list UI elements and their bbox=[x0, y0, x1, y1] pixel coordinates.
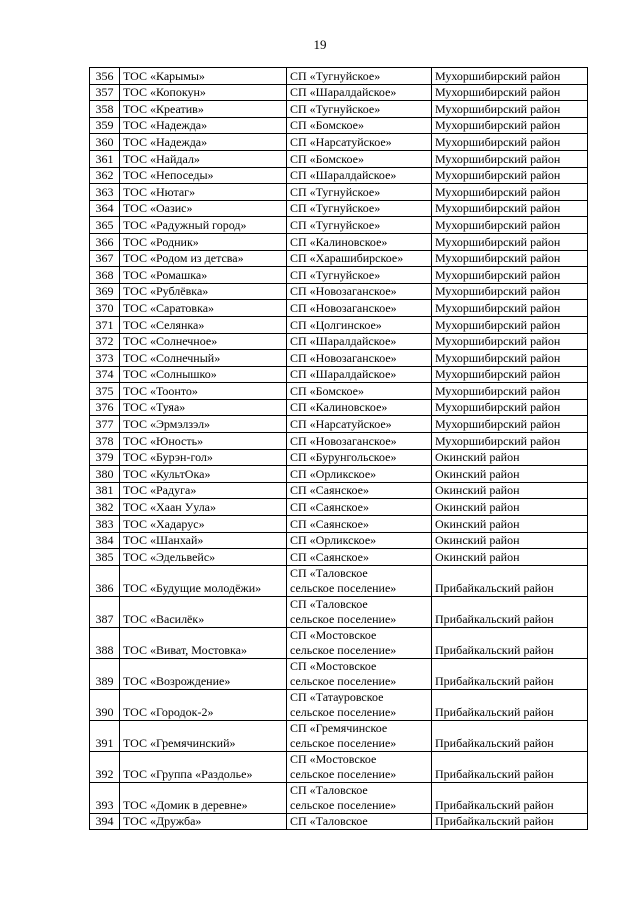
settlement-line: СП «Мостовское bbox=[290, 751, 377, 766]
tos-name-cell: ТОС «Саратовка» bbox=[120, 300, 287, 317]
settlement-cell bbox=[287, 532, 432, 549]
tos-name-cell: ТОС «Селянка» bbox=[120, 316, 287, 333]
district-cell: Мухоршибирский район bbox=[432, 283, 588, 300]
settlement-cell bbox=[287, 68, 432, 85]
row-number-cell: 386 bbox=[90, 565, 120, 596]
settlement-cell bbox=[287, 627, 432, 658]
district-cell: Окинский район bbox=[432, 482, 588, 499]
settlement-line: сельское поселение» bbox=[290, 642, 397, 657]
settlement-cell bbox=[287, 101, 432, 118]
settlement-line: СП «Бурунгольское» bbox=[290, 450, 397, 465]
tos-name-cell: ТОС «Дружба» bbox=[120, 813, 287, 830]
tos-name-cell: ТОС «КультОка» bbox=[120, 466, 287, 483]
settlement-cell bbox=[287, 449, 432, 466]
table-row bbox=[90, 383, 588, 400]
settlement-cell bbox=[287, 233, 432, 250]
settlement-cell bbox=[287, 399, 432, 416]
row-number-cell: 378 bbox=[90, 433, 120, 450]
district-cell: Мухоршибирский район bbox=[432, 233, 588, 250]
settlement-line: СП «Мостовское bbox=[290, 627, 377, 642]
table-row bbox=[90, 532, 588, 549]
tos-name-cell: ТОС «Радужный город» bbox=[120, 217, 287, 234]
settlement-cell bbox=[287, 366, 432, 383]
settlement-cell bbox=[287, 117, 432, 134]
settlement-cell bbox=[287, 565, 432, 596]
settlement-line: сельское поселение» bbox=[290, 704, 397, 719]
district-cell: Мухоршибирский район bbox=[432, 200, 588, 217]
table-row bbox=[90, 466, 588, 483]
row-number-cell: 377 bbox=[90, 416, 120, 433]
district-cell: Мухоршибирский район bbox=[432, 167, 588, 184]
settlement-line: СП «Орликское» bbox=[290, 533, 377, 548]
settlement-line: СП «Таловское bbox=[290, 565, 368, 580]
table-row bbox=[90, 217, 588, 234]
district-cell: Мухоршибирский район bbox=[432, 68, 588, 85]
row-number-cell: 362 bbox=[90, 167, 120, 184]
table-row bbox=[90, 150, 588, 167]
row-number-cell: 357 bbox=[90, 84, 120, 101]
settlement-line: СП «Шаралдайское» bbox=[290, 367, 397, 382]
row-number-cell: 364 bbox=[90, 200, 120, 217]
tos-registry-table bbox=[89, 67, 588, 830]
settlement-cell bbox=[287, 813, 432, 830]
tos-name-cell: ТОС «Василёк» bbox=[120, 596, 287, 627]
district-cell: Мухоршибирский район bbox=[432, 366, 588, 383]
table-row bbox=[90, 134, 588, 151]
table-row bbox=[90, 813, 588, 830]
settlement-cell bbox=[287, 482, 432, 499]
settlement-cell bbox=[287, 300, 432, 317]
tos-name-cell: ТОС «Гремячинский» bbox=[120, 720, 287, 751]
settlement-line: СП «Саянское» bbox=[290, 549, 369, 564]
settlement-line: СП «Тугнуйское» bbox=[290, 201, 381, 216]
row-number-cell: 381 bbox=[90, 482, 120, 499]
tos-name-cell: ТОС «Виват, Мостовка» bbox=[120, 627, 287, 658]
settlement-cell bbox=[287, 84, 432, 101]
tos-name-cell: ТОС «Эрмэлзэл» bbox=[120, 416, 287, 433]
district-cell: Мухоршибирский район bbox=[432, 134, 588, 151]
table-row bbox=[90, 200, 588, 217]
district-cell: Окинский район bbox=[432, 549, 588, 566]
tos-name-cell: ТОС «Непоседы» bbox=[120, 167, 287, 184]
tos-name-cell: ТОС «Городок-2» bbox=[120, 689, 287, 720]
tos-name-cell: ТОС «Бурэн-гол» bbox=[120, 449, 287, 466]
row-number-cell: 392 bbox=[90, 751, 120, 782]
settlement-line: СП «Тугнуйское» bbox=[290, 68, 381, 83]
settlement-line: СП «Харашибирское» bbox=[290, 251, 404, 266]
table-row bbox=[90, 689, 588, 720]
settlement-cell bbox=[287, 549, 432, 566]
settlement-cell bbox=[287, 200, 432, 217]
settlement-cell bbox=[287, 167, 432, 184]
district-cell: Окинский район bbox=[432, 532, 588, 549]
row-number-cell: 366 bbox=[90, 233, 120, 250]
table-row bbox=[90, 350, 588, 367]
row-number-cell: 368 bbox=[90, 267, 120, 284]
tos-name-cell: ТОС «Надежда» bbox=[120, 134, 287, 151]
row-number-cell: 390 bbox=[90, 689, 120, 720]
settlement-cell bbox=[287, 316, 432, 333]
row-number-cell: 360 bbox=[90, 134, 120, 151]
tos-name-cell: ТОС «Радуга» bbox=[120, 482, 287, 499]
settlement-line: СП «Мостовское bbox=[290, 658, 377, 673]
settlement-line: СП «Тугнуйское» bbox=[290, 184, 381, 199]
settlement-line: СП «Татауровское bbox=[290, 689, 384, 704]
table-row bbox=[90, 596, 588, 627]
row-number-cell: 388 bbox=[90, 627, 120, 658]
row-number-cell: 363 bbox=[90, 184, 120, 201]
row-number-cell: 393 bbox=[90, 782, 120, 813]
settlement-line: СП «Новозаганское» bbox=[290, 433, 397, 448]
settlement-cell bbox=[287, 689, 432, 720]
settlement-cell bbox=[287, 720, 432, 751]
tos-name-cell: ТОС «Родник» bbox=[120, 233, 287, 250]
table-row bbox=[90, 333, 588, 350]
district-cell: Мухоршибирский район bbox=[432, 433, 588, 450]
table-row bbox=[90, 250, 588, 267]
table-row bbox=[90, 267, 588, 284]
district-cell: Окинский район bbox=[432, 449, 588, 466]
row-number-cell: 370 bbox=[90, 300, 120, 317]
settlement-line: СП «Шаралдайское» bbox=[290, 168, 397, 183]
tos-name-cell: ТОС «Нютаг» bbox=[120, 184, 287, 201]
tos-name-cell: ТОС «Найдал» bbox=[120, 150, 287, 167]
table-row bbox=[90, 399, 588, 416]
tos-name-cell: ТОС «Родом из детсва» bbox=[120, 250, 287, 267]
tos-name-cell: ТОС «Оазис» bbox=[120, 200, 287, 217]
row-number-cell: 382 bbox=[90, 499, 120, 516]
table-row bbox=[90, 449, 588, 466]
row-number-cell: 371 bbox=[90, 316, 120, 333]
district-cell: Мухоршибирский район bbox=[432, 399, 588, 416]
district-cell: Мухоршибирский район bbox=[432, 416, 588, 433]
row-number-cell: 385 bbox=[90, 549, 120, 566]
row-number-cell: 358 bbox=[90, 101, 120, 118]
district-cell: Мухоршибирский район bbox=[432, 217, 588, 234]
table-row bbox=[90, 565, 588, 596]
table-row bbox=[90, 167, 588, 184]
district-cell: Прибайкальский район bbox=[432, 658, 588, 689]
district-cell: Прибайкальский район bbox=[432, 627, 588, 658]
settlement-cell bbox=[287, 782, 432, 813]
tos-name-cell: ТОС «Креатив» bbox=[120, 101, 287, 118]
settlement-line: СП «Саянское» bbox=[290, 516, 369, 531]
settlement-line: СП «Саянское» bbox=[290, 500, 369, 515]
district-cell: Окинский район bbox=[432, 499, 588, 516]
settlement-line: СП «Орликское» bbox=[290, 466, 377, 481]
row-number-cell: 359 bbox=[90, 117, 120, 134]
table-row bbox=[90, 658, 588, 689]
settlement-cell bbox=[287, 217, 432, 234]
tos-name-cell: ТОС «Солнечное» bbox=[120, 333, 287, 350]
row-number-cell: 374 bbox=[90, 366, 120, 383]
settlement-line: СП «Шаралдайское» bbox=[290, 334, 397, 349]
settlement-line: СП «Таловское bbox=[290, 782, 368, 797]
settlement-cell bbox=[287, 350, 432, 367]
district-cell: Мухоршибирский район bbox=[432, 184, 588, 201]
row-number-cell: 372 bbox=[90, 333, 120, 350]
tos-name-cell: ТОС «Тоонто» bbox=[120, 383, 287, 400]
table-row bbox=[90, 751, 588, 782]
settlement-cell bbox=[287, 466, 432, 483]
row-number-cell: 380 bbox=[90, 466, 120, 483]
table-row bbox=[90, 68, 588, 85]
settlement-cell bbox=[287, 283, 432, 300]
table-row bbox=[90, 283, 588, 300]
settlement-cell bbox=[287, 333, 432, 350]
district-cell: Мухоршибирский район bbox=[432, 250, 588, 267]
district-cell: Прибайкальский район bbox=[432, 596, 588, 627]
settlement-line: СП «Гремячинское bbox=[290, 720, 388, 735]
row-number-cell: 369 bbox=[90, 283, 120, 300]
table-row bbox=[90, 101, 588, 118]
settlement-line: сельское поселение» bbox=[290, 580, 397, 595]
row-number-cell: 383 bbox=[90, 516, 120, 533]
settlement-line: СП «Калиновское» bbox=[290, 234, 388, 249]
table-row bbox=[90, 499, 588, 516]
settlement-cell bbox=[287, 433, 432, 450]
settlement-line: сельское поселение» bbox=[290, 673, 397, 688]
table-row bbox=[90, 84, 588, 101]
row-number-cell: 373 bbox=[90, 350, 120, 367]
table-row bbox=[90, 516, 588, 533]
settlement-line: СП «Бомское» bbox=[290, 151, 364, 166]
settlement-line: сельское поселение» bbox=[290, 797, 397, 812]
district-cell: Окинский район bbox=[432, 466, 588, 483]
tos-name-cell: ТОС «Солнечный» bbox=[120, 350, 287, 367]
tos-name-cell: ТОС «Возрождение» bbox=[120, 658, 287, 689]
settlement-cell bbox=[287, 150, 432, 167]
row-number-cell: 389 bbox=[90, 658, 120, 689]
table-row bbox=[90, 482, 588, 499]
row-number-cell: 365 bbox=[90, 217, 120, 234]
row-number-cell: 387 bbox=[90, 596, 120, 627]
district-cell: Мухоршибирский район bbox=[432, 350, 588, 367]
district-cell: Окинский район bbox=[432, 516, 588, 533]
row-number-cell: 356 bbox=[90, 68, 120, 85]
settlement-line: СП «Калиновское» bbox=[290, 400, 388, 415]
tos-name-cell: ТОС «Домик в деревне» bbox=[120, 782, 287, 813]
tos-name-cell: ТОС «Хадарус» bbox=[120, 516, 287, 533]
district-cell: Прибайкальский район bbox=[432, 689, 588, 720]
settlement-line: сельское поселение» bbox=[290, 611, 397, 626]
row-number-cell: 367 bbox=[90, 250, 120, 267]
tos-name-cell: ТОС «Юность» bbox=[120, 433, 287, 450]
district-cell: Мухоршибирский район bbox=[432, 316, 588, 333]
settlement-line: СП «Тугнуйское» bbox=[290, 217, 381, 232]
district-cell: Прибайкальский район bbox=[432, 813, 588, 830]
settlement-line: СП «Новозаганское» bbox=[290, 350, 397, 365]
tos-name-cell: ТОС «Группа «Раздолье» bbox=[120, 751, 287, 782]
settlement-cell bbox=[287, 267, 432, 284]
district-cell: Прибайкальский район bbox=[432, 720, 588, 751]
settlement-line: СП «Новозаганское» bbox=[290, 284, 397, 299]
district-cell: Мухоршибирский район bbox=[432, 150, 588, 167]
table-row bbox=[90, 433, 588, 450]
settlement-cell bbox=[287, 383, 432, 400]
row-number-cell: 361 bbox=[90, 150, 120, 167]
row-number-cell: 379 bbox=[90, 449, 120, 466]
table-row bbox=[90, 366, 588, 383]
row-number-cell: 394 bbox=[90, 813, 120, 830]
table-row bbox=[90, 233, 588, 250]
district-cell: Мухоршибирский район bbox=[432, 300, 588, 317]
settlement-cell bbox=[287, 751, 432, 782]
settlement-cell bbox=[287, 658, 432, 689]
table-body bbox=[90, 68, 588, 830]
tos-name-cell: ТОС «Рублёвка» bbox=[120, 283, 287, 300]
table-row bbox=[90, 184, 588, 201]
row-number-cell: 376 bbox=[90, 399, 120, 416]
table-row bbox=[90, 416, 588, 433]
settlement-line: СП «Тугнуйское» bbox=[290, 267, 381, 282]
tos-name-cell: ТОС «Карымы» bbox=[120, 68, 287, 85]
page-number: 19 bbox=[313, 37, 327, 52]
settlement-cell bbox=[287, 184, 432, 201]
settlement-line: сельское поселение» bbox=[290, 735, 397, 750]
tos-name-cell: ТОС «Хаан Уула» bbox=[120, 499, 287, 516]
settlement-line: СП «Цолгинское» bbox=[290, 317, 382, 332]
district-cell: Мухоршибирский район bbox=[432, 117, 588, 134]
tos-name-cell: ТОС «Солнышко» bbox=[120, 366, 287, 383]
row-number-cell: 375 bbox=[90, 383, 120, 400]
table-row bbox=[90, 627, 588, 658]
settlement-line: СП «Нарсатуйское» bbox=[290, 134, 392, 149]
district-cell: Прибайкальский район bbox=[432, 751, 588, 782]
settlement-cell bbox=[287, 499, 432, 516]
table-row bbox=[90, 549, 588, 566]
settlement-line: СП «Нарсатуйское» bbox=[290, 417, 392, 432]
district-cell: Мухоршибирский район bbox=[432, 84, 588, 101]
settlement-cell bbox=[287, 516, 432, 533]
settlement-line: СП «Бомское» bbox=[290, 118, 364, 133]
table-row bbox=[90, 316, 588, 333]
tos-name-cell: ТОС «Копокун» bbox=[120, 84, 287, 101]
district-cell: Мухоршибирский район bbox=[432, 333, 588, 350]
table-row bbox=[90, 782, 588, 813]
settlement-line: СП «Саянское» bbox=[290, 483, 369, 498]
table-row bbox=[90, 300, 588, 317]
district-cell: Мухоршибирский район bbox=[432, 267, 588, 284]
settlement-line: СП «Таловское bbox=[290, 596, 368, 611]
settlement-line: СП «Новозаганское» bbox=[290, 300, 397, 315]
district-cell: Прибайкальский район bbox=[432, 565, 588, 596]
tos-name-cell: ТОС «Надежда» bbox=[120, 117, 287, 134]
row-number-cell: 384 bbox=[90, 532, 120, 549]
settlement-line: СП «Таловское bbox=[290, 814, 368, 829]
tos-name-cell: ТОС «Туяа» bbox=[120, 399, 287, 416]
tos-name-cell: ТОС «Ромашка» bbox=[120, 267, 287, 284]
table-row bbox=[90, 117, 588, 134]
table-row bbox=[90, 720, 588, 751]
settlement-cell bbox=[287, 250, 432, 267]
tos-name-cell: ТОС «Шанхай» bbox=[120, 532, 287, 549]
district-cell: Мухоршибирский район bbox=[432, 101, 588, 118]
row-number-cell: 391 bbox=[90, 720, 120, 751]
district-cell: Мухоршибирский район bbox=[432, 383, 588, 400]
district-cell: Прибайкальский район bbox=[432, 782, 588, 813]
settlement-cell bbox=[287, 416, 432, 433]
tos-name-cell: ТОС «Будущие молодёжи» bbox=[120, 565, 287, 596]
settlement-cell bbox=[287, 134, 432, 151]
settlement-cell bbox=[287, 596, 432, 627]
tos-name-cell: ТОС «Эдельвейс» bbox=[120, 549, 287, 566]
settlement-line: СП «Тугнуйское» bbox=[290, 101, 381, 116]
settlement-line: сельское поселение» bbox=[290, 766, 397, 781]
settlement-line: СП «Шаралдайское» bbox=[290, 85, 397, 100]
settlement-line: СП «Бомское» bbox=[290, 383, 364, 398]
